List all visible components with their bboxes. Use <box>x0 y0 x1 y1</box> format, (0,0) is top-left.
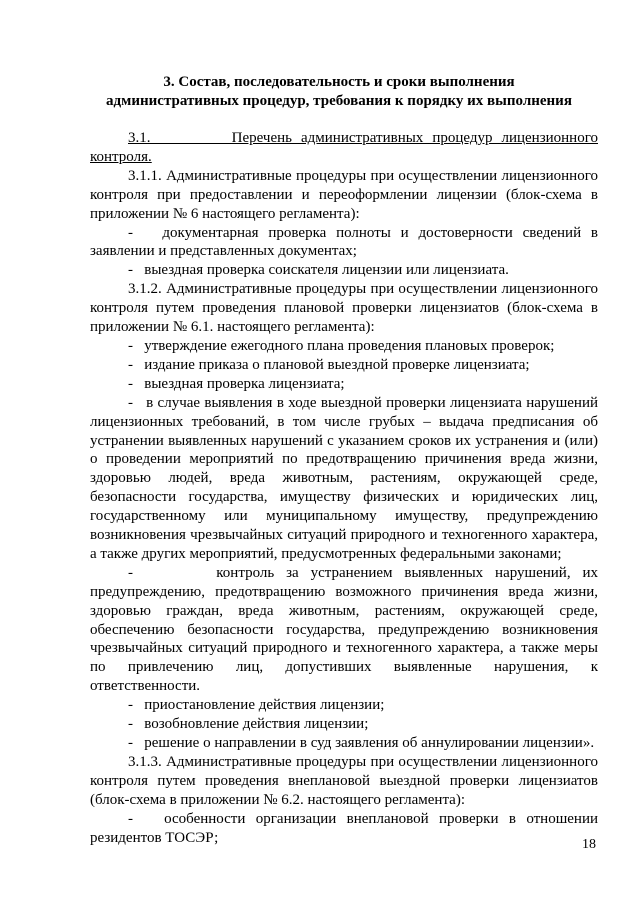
list-item: - возобновление действия лицензии; <box>128 716 369 733</box>
body-text <box>90 129 598 847</box>
list-item: - выездная проверка лицензиата; <box>128 375 345 392</box>
paragraph-3-1-2: 3.1.2. Административные процедуры при осуществлении лицензионного контроля путем проведения плановой проверки лицензиатов (блок-схема в приложении № 6.1. настоящего регламента): <box>90 281 598 336</box>
list-item: - утверждение ежегодного плана проведения плановых проверок; <box>128 337 555 354</box>
paragraph-3-1-3: 3.1.3. Административные процедуры при осуществлении лицензионного контроля путем проведения внеплановой выездной проверки лицензиатов (блок-схема в приложении № 6.2. настоящего регламента): <box>90 753 598 808</box>
list-item: - контроль за устранением выявленных нарушений, их предупреждению, предотвращению возможного причинения вреда жизни, здоровью граждан, вреда животным, растениям, окружающей среде, обеспечению безопасности государства, предупреждению возникновения чрезвычайных ситуаций природного и техногенного характера, а также меры по привлечению лиц, допустивших выявленные нарушения, к ответственности. <box>90 564 598 695</box>
list-item: - в случае выявления в ходе выездной проверки лицензиата нарушений лицензионных требований, в том числе грубых – выдача предписания об устранении выявленных нарушений с указанием сроков их устранения и (или) о проведении мероприятий по предотвращению причинения вреда жизни, здоровью людей, вреда животным, растениям, окружающей среде, безопасности государства, имуществу физических и юридических лиц, государственному или муниципальному имуществу, предупреждению возникновения чрезвычайных ситуаций природного и техногенного характера, а также других мероприятий, предусмотренных федеральными законами; <box>90 394 598 562</box>
list-item: - особенности организации внеплановой проверки в отношении резидентов ТОСЭР; <box>90 810 598 846</box>
paragraph-3-1: 3.1. Перечень административных процедур лицензионного контроля. <box>90 130 598 165</box>
section-heading-line-2: административных процедур, требования к порядку их выполнения <box>106 93 572 109</box>
page-number: 18 <box>582 837 596 852</box>
list-item: - документарная проверка полноты и достоверности сведений в заявлении и представленных документах; <box>90 224 598 260</box>
paragraph-3-1-1: 3.1.1. Административные процедуры при осуществлении лицензионного контроля при предоставлении и переоформлении лицензии (блок-схема в приложении № 6 настоящего регламента): <box>90 167 598 222</box>
list-item: - приостановление действия лицензии; <box>128 697 385 714</box>
list-item: - выездная проверка соискателя лицензии или лицензиата. <box>128 262 509 279</box>
list-item: - издание приказа о плановой выездной проверке лицензиата; <box>128 356 530 373</box>
list-item: - решение о направлении в суд заявления об аннулировании лицензии». <box>128 735 595 751</box>
section-heading-line-1: 3. Состав, последовательность и сроки выполнения <box>163 74 515 90</box>
section-heading <box>90 73 588 111</box>
